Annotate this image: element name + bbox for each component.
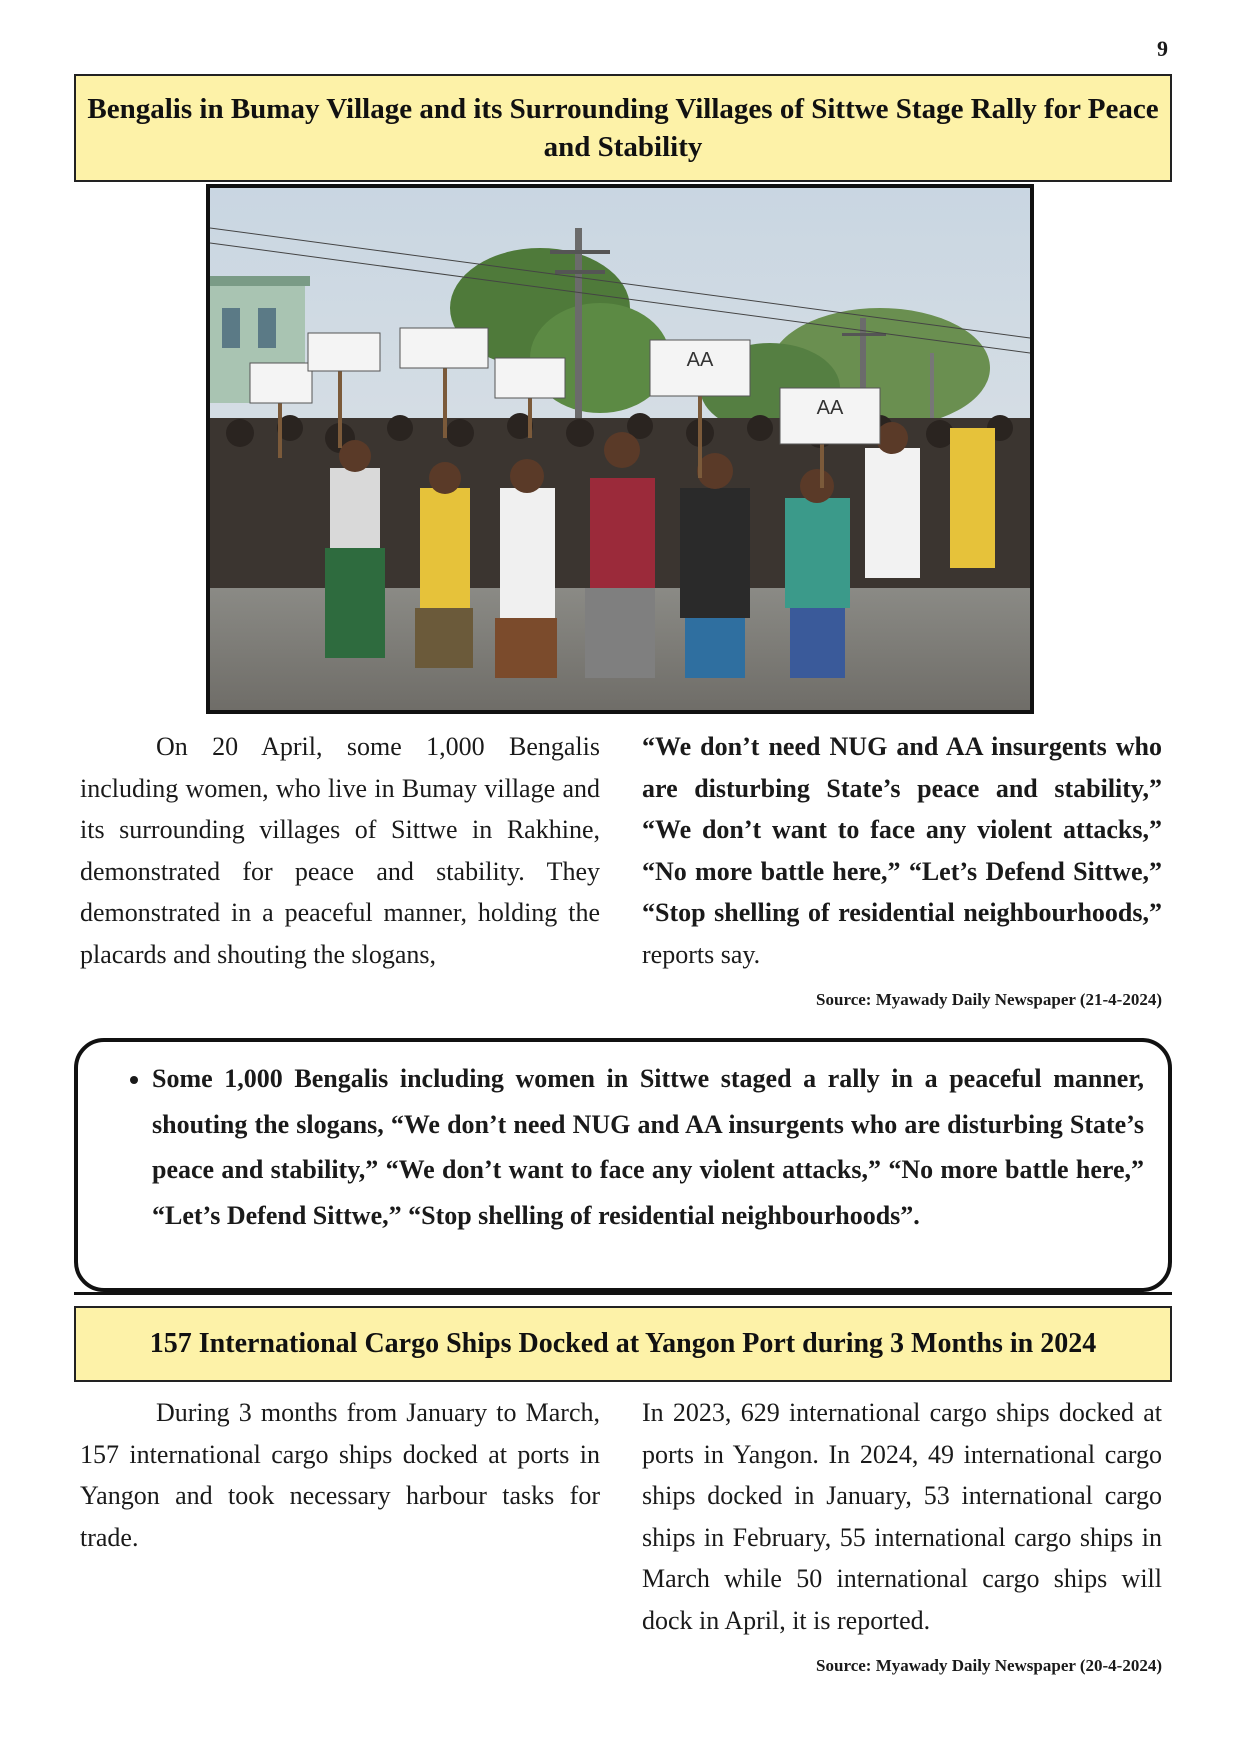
page-number: 9 [1157, 36, 1168, 61]
placard-text-2: AA [816, 397, 844, 419]
summary-bullet: • Some 1,000 Bengalis including women in Sittwe staged a rally in a peaceful manner, shouting the slogans, “We don’t need NUG and AA insurgents who are disturbing State’s peace and stability,” “We don’t want to face any violent attacks,” “No more battle here,” “Let’s Defend Sittwe,” “Stop shelling of residential neighbourhoods”. [152, 1056, 1144, 1238]
article-1-body-start: On 20 April, some 1,000 Bengalis including women, who live in Bumay village and its surrounding villages of Sittwe in Rakhine, demonstrated for peace and stability. They demonstrated in a peaceful manner, holding the placards and shouting the slogans, [80, 732, 600, 969]
placard-text-1: AA [686, 349, 714, 371]
article-2-column-right [642, 1392, 1162, 1677]
article-1-headline: Bengalis in Bumay Village and its Surrounding Villages of Sittwe Stage Rally for Peace and Stability [74, 74, 1172, 182]
article-2-paragraph-1: During 3 months from January to March, 157 international cargo ships docked at ports in Yangon and took necessary harbour tasks for trade. [80, 1398, 600, 1552]
article-2-headline: 157 International Cargo Ships Docked at Yangon Port during 3 Months in 2024 [74, 1306, 1172, 1382]
rally-photo [206, 184, 1034, 714]
section-divider [74, 1292, 1172, 1299]
article-1-column-right [642, 726, 1162, 1011]
article-1-body-end: reports say. [642, 939, 761, 969]
article-2-source: Source: Myawady Daily Newspaper (20-4-2024) [816, 1656, 1162, 1675]
article-1-source: Source: Myawady Daily Newspaper (21-4-2024) [816, 990, 1162, 1009]
summary-box [74, 1038, 1172, 1292]
article-2-column-left [80, 1392, 600, 1574]
article-1-column-left [80, 726, 600, 975]
article-1-slogans: “We don’t need NUG and AA insurgents who are disturbing State’s peace and stability,” “We don’t want to face any violent attacks,” “No more battle here,” “Let’s Defend Sittwe,” “Stop shelling of residential neighbourhoods,” [642, 732, 1162, 927]
article-2-paragraph-2-continued: In 2023, 629 international cargo ships docked at ports in Yangon. In 2024, 49 international cargo ships docked in January, 53 international cargo ships in February, 55 international cargo ships in March while 50 international cargo ships will dock in April, it is reported. [642, 1398, 1162, 1635]
